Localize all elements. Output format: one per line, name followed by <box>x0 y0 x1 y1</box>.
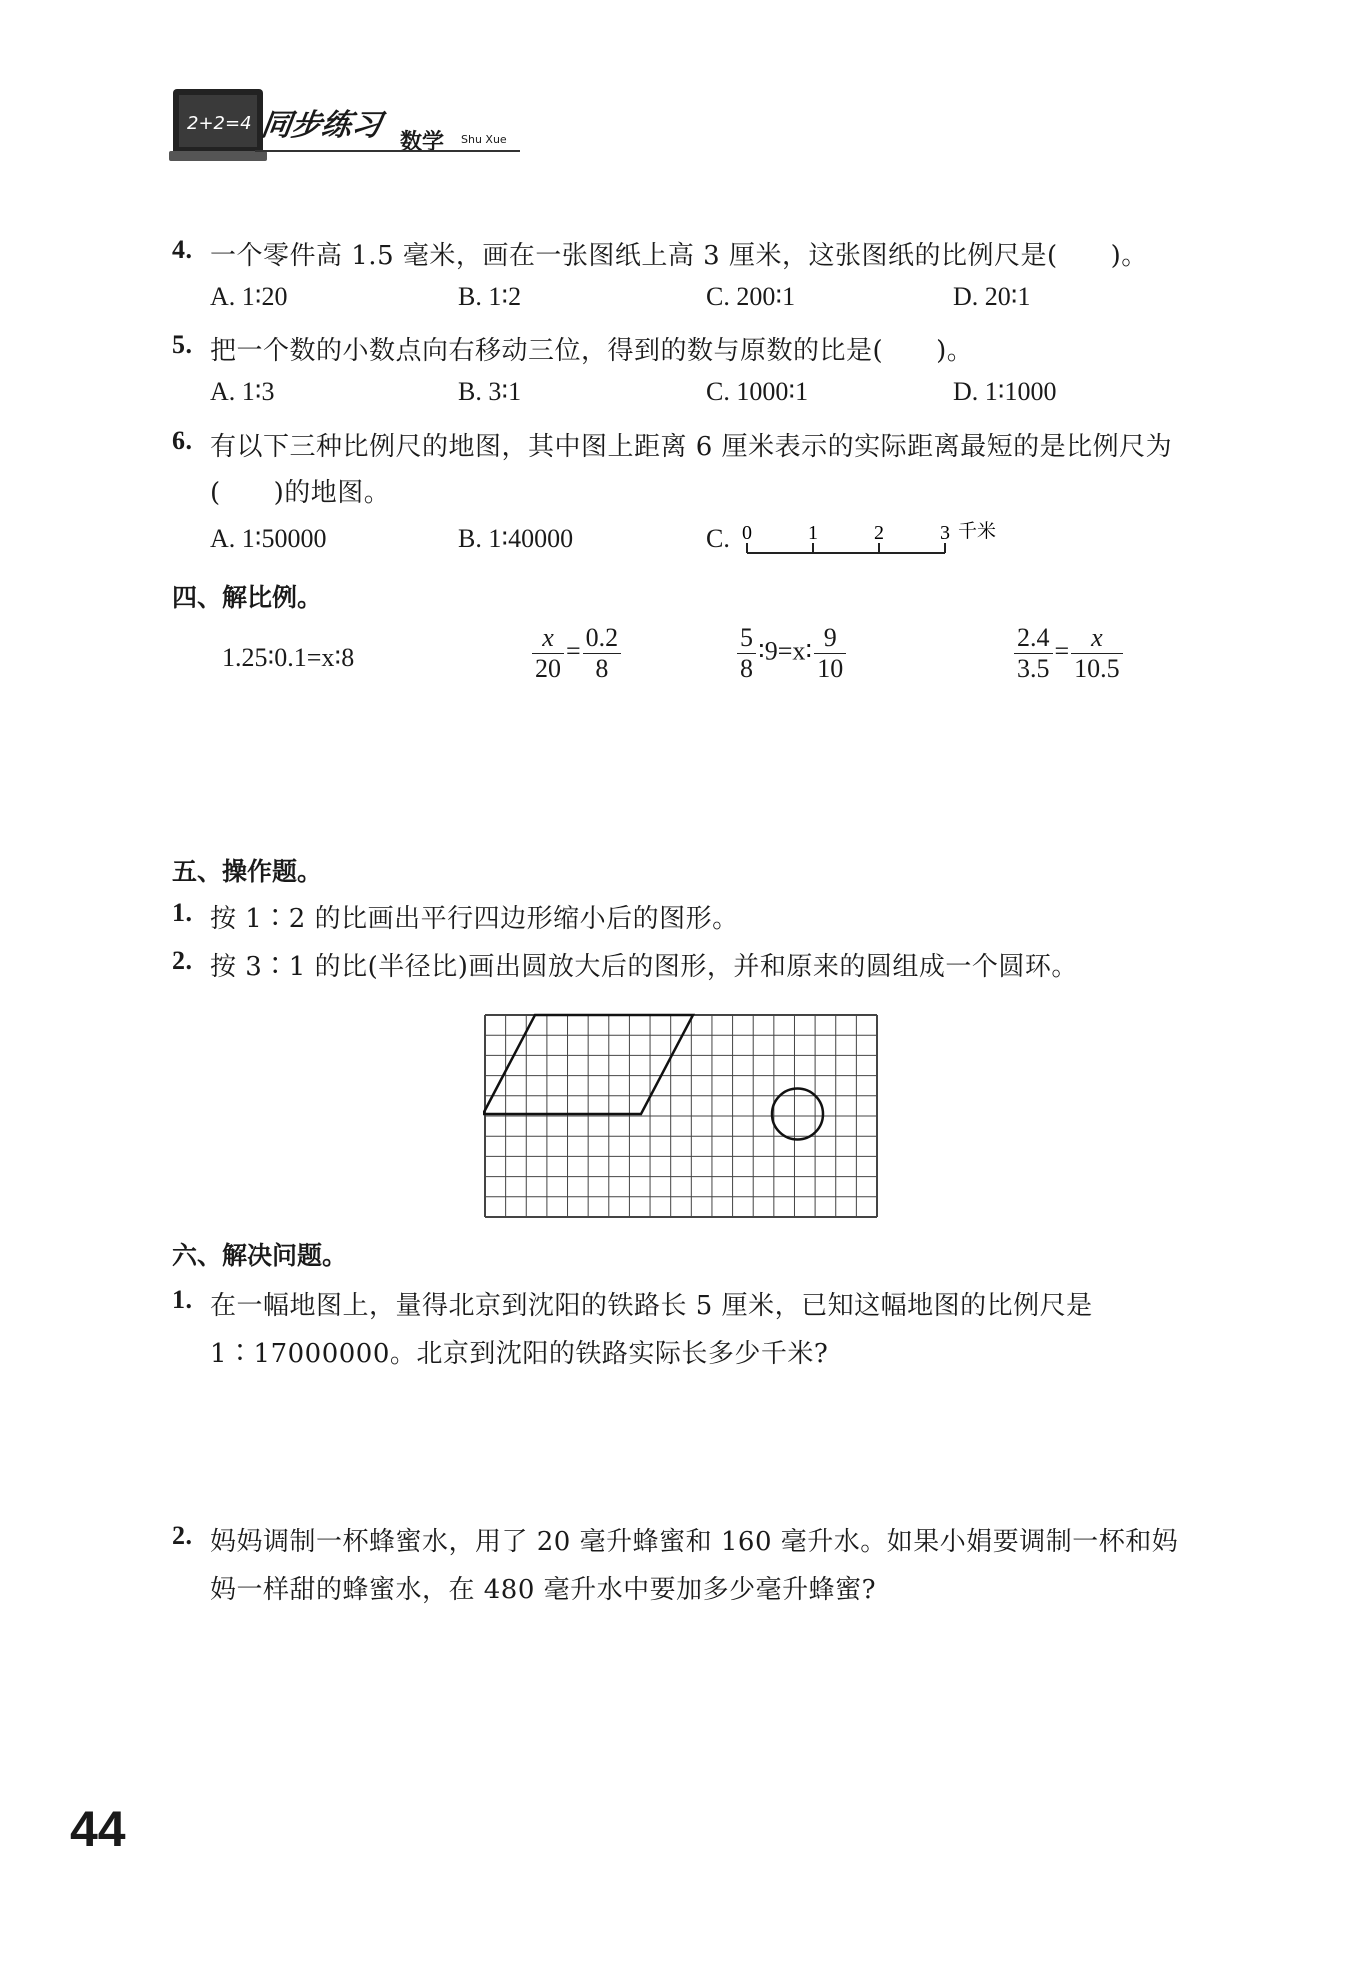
page-number: 44 <box>70 1801 126 1857</box>
scale-tick-label: 1 <box>808 522 818 544</box>
equals-sign: = <box>1054 636 1070 666</box>
option-d: D. 1∶1000 <box>953 377 1057 406</box>
item-text: 按 1∶2 的比画出平行四边形缩小后的图形。 <box>210 904 739 934</box>
section-title: 六、解决问题。 <box>172 1241 348 1270</box>
item-text-line1: 在一幅地图上，量得北京到沈阳的铁路长 5 厘米，已知这幅地图的比例尺是 <box>210 1291 1093 1321</box>
subject-pinyin: Shu Xue <box>461 133 507 146</box>
numerator: 2.4 <box>1014 623 1053 654</box>
scale-tick-label: 2 <box>874 522 884 544</box>
denominator: 10.5 <box>1074 653 1120 683</box>
denominator: 20 <box>535 653 561 683</box>
option-a: A. 1∶3 <box>210 377 275 406</box>
numerator: 0.2 <box>583 623 622 654</box>
scale-tick-label: 0 <box>742 522 752 544</box>
question-text: 一个零件高 1.5 毫米，画在一张图纸上高 3 厘米，这张图纸的比例尺是( )。 <box>210 241 1148 271</box>
option-b: B. 1∶40000 <box>458 524 574 553</box>
denominator: 8 <box>740 653 753 683</box>
item-text-line2: 妈一样甜的蜂蜜水，在 480 毫升水中要加多少毫升蜂蜜? <box>210 1575 877 1605</box>
option-c: C. 1000∶1 <box>706 377 809 406</box>
denominator: 8 <box>595 653 609 683</box>
fraction <box>1071 623 1123 684</box>
scale-bar <box>735 515 1015 565</box>
numerator: 9 <box>814 623 846 654</box>
equation-middle: ∶9=x∶ <box>758 636 813 666</box>
option-d: D. 20∶1 <box>953 282 1031 311</box>
blackboard-logo-icon <box>165 85 275 167</box>
equation-2 <box>530 623 623 684</box>
numerator: x <box>1091 623 1103 652</box>
item-text-line2: 1∶17000000。北京到沈阳的铁路实际长多少千米? <box>210 1339 829 1369</box>
item-number: 1. <box>172 898 193 927</box>
option-a: A. 1∶20 <box>210 282 288 311</box>
fraction <box>1014 623 1053 684</box>
item-number: 2. <box>172 1521 193 1550</box>
logo-text: 2+2=4 <box>187 113 252 134</box>
option-c: C. 200∶1 <box>706 282 796 311</box>
fraction <box>583 623 622 684</box>
denominator: 10 <box>817 653 844 683</box>
subject-title: 数学 <box>400 130 445 155</box>
equation-1 <box>222 643 354 673</box>
equation-text: 1.25∶0.1=x∶8 <box>222 643 355 672</box>
item-number: 2. <box>172 946 193 975</box>
scale-tick-label: 3 <box>940 522 950 544</box>
equation-3 <box>735 623 848 684</box>
section-title: 四、解比例。 <box>172 583 323 612</box>
question-text: 把一个数的小数点向右移动三位，得到的数与原数的比是( )。 <box>210 336 974 366</box>
item-number: 1. <box>172 1285 193 1314</box>
fraction <box>532 623 564 684</box>
equation-4 <box>1012 623 1125 684</box>
question-number: 5. <box>172 330 193 359</box>
denominator: 3.5 <box>1017 653 1050 683</box>
header-rule <box>255 150 520 152</box>
question-number: 6. <box>172 426 193 455</box>
section-title: 五、操作题。 <box>172 857 323 886</box>
item-text: 按 3∶1 的比(半径比)画出圆放大后的图形，并和原来的圆组成一个圆环。 <box>210 952 1078 982</box>
question-text-line2: ( )的地图。 <box>210 478 391 508</box>
option-b: B. 3∶1 <box>458 377 522 406</box>
numerator: x <box>542 623 554 652</box>
question-text-line1: 有以下三种比例尺的地图，其中图上距离 6 厘米表示的实际距离最短的是比例尺为 <box>210 432 1173 462</box>
drawing-grid[interactable] <box>483 1013 879 1219</box>
option-c: C. <box>706 524 730 553</box>
equals-sign: = <box>566 636 581 666</box>
numerator: 5 <box>737 623 756 654</box>
question-number: 4. <box>172 235 193 264</box>
series-title: 同步练习 <box>259 108 384 143</box>
fraction <box>737 623 756 684</box>
item-text-line1: 妈妈调制一杯蜂蜜水，用了 20 毫升蜂蜜和 160 毫升水。如果小娟要调制一杯和妈 <box>210 1527 1179 1557</box>
option-a: A. 1∶50000 <box>210 524 327 553</box>
grid-lines <box>485 1015 877 1217</box>
option-b: B. 1∶2 <box>458 282 522 311</box>
fraction <box>814 623 846 684</box>
scale-unit: 千米 <box>958 520 997 542</box>
